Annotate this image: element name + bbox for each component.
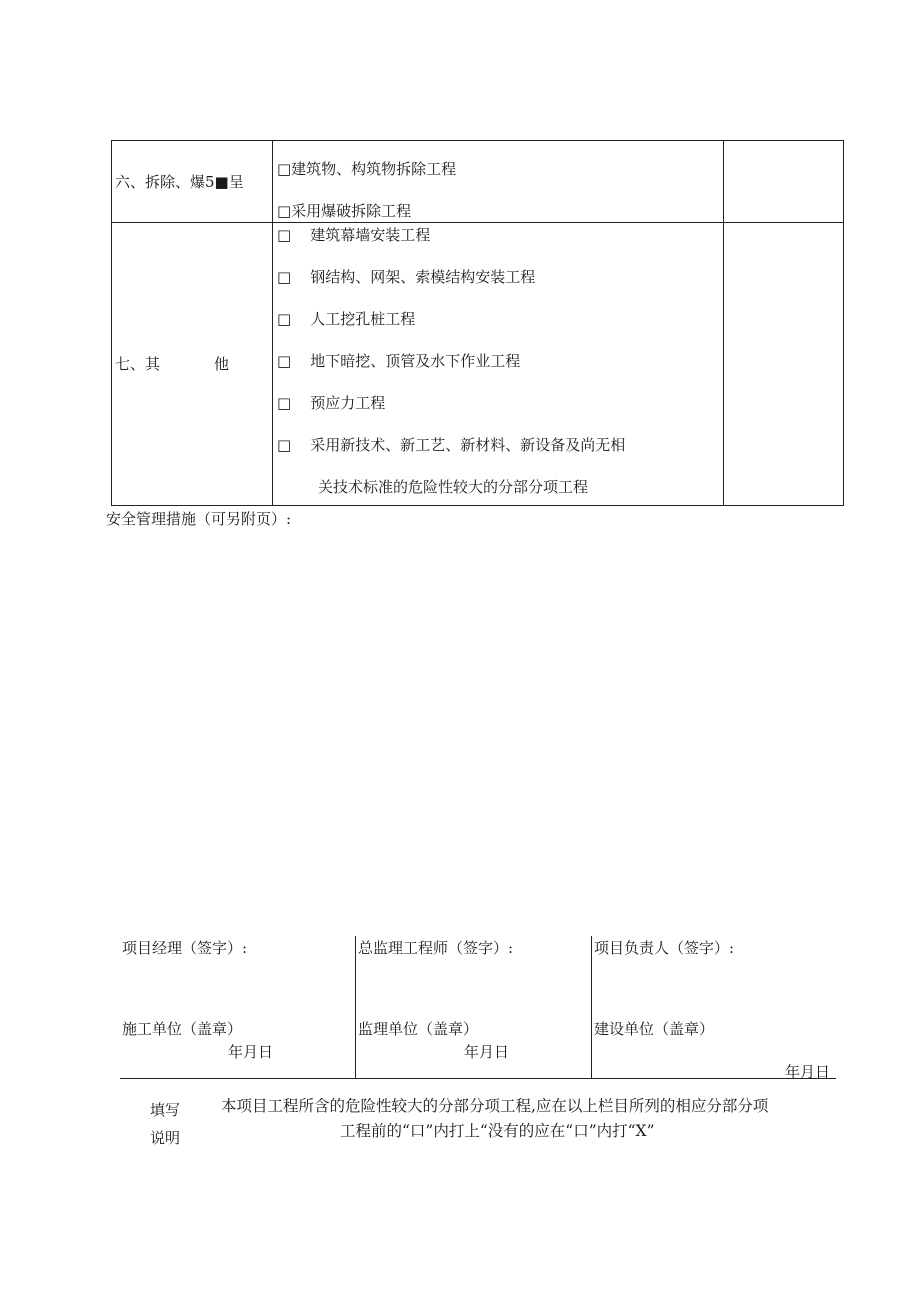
- row7-item-curtain-wall[interactable]: [277, 226, 430, 244]
- item-text: 采用新技术、新工艺、新材料、新设备及尚无相: [310, 436, 626, 454]
- project-leader-sign[interactable]: 项目负责人（签字）:: [594, 939, 735, 957]
- signature-divider-1: [355, 936, 356, 1079]
- row7-item-steel-structure[interactable]: [277, 268, 535, 286]
- notes-label-line1: 填写: [150, 1101, 181, 1119]
- item-text: 钢结构、网架、索模结构安装工程: [310, 268, 536, 286]
- safety-measures-label: 安全管理措施（可另附页）:: [106, 510, 292, 528]
- row7-item-continuation: 关技术标准的危险性较大的分部分项工程: [318, 478, 589, 496]
- table-col-divider-2: [723, 140, 724, 506]
- table-left-border: [111, 140, 112, 506]
- chief-supervisor-sign[interactable]: 总监理工程师（签字）:: [358, 939, 514, 957]
- item-text: 地下暗挖、顶管及水下作业工程: [310, 352, 521, 370]
- supervision-unit-date[interactable]: 年月日: [464, 1043, 510, 1061]
- construction-unit-date[interactable]: 年月日: [228, 1043, 274, 1061]
- signature-divider-2: [591, 936, 592, 1079]
- row7-label-b: 他: [214, 355, 230, 373]
- supervision-unit-seal[interactable]: 监理单位（盖章）: [358, 1020, 479, 1038]
- notes-text-line2: 工程前的“口”内打上“没有的应在“口”内打“X”: [340, 1122, 655, 1140]
- checkbox[interactable]: □: [277, 394, 292, 412]
- row6-item-demolition[interactable]: □建筑物、构筑物拆除工程: [277, 160, 457, 178]
- row7-item-manual-pile[interactable]: [277, 310, 415, 328]
- row7-item-prestress[interactable]: [277, 394, 385, 412]
- checkbox[interactable]: □: [277, 436, 292, 454]
- checkbox[interactable]: □: [277, 268, 292, 286]
- item-text: 预应力工程: [310, 394, 386, 412]
- construction-unit-seal[interactable]: 施工单位（盖章）: [122, 1020, 243, 1038]
- table-bottom-border: [111, 505, 844, 506]
- row6-item-blasting[interactable]: □采用爆破拆除工程: [277, 202, 412, 220]
- project-manager-sign[interactable]: 项目经理（签字）:: [122, 939, 248, 957]
- table-top-border: [111, 140, 844, 141]
- checkbox[interactable]: □: [277, 226, 292, 244]
- checkbox[interactable]: □: [277, 310, 292, 328]
- notes-label-line2: 说明: [150, 1129, 181, 1147]
- checkbox[interactable]: □: [277, 352, 292, 370]
- owner-unit-date[interactable]: 年月日: [785, 1063, 831, 1081]
- row7-item-new-technology[interactable]: [277, 436, 625, 454]
- signature-bottom-line: [120, 1078, 836, 1079]
- table-right-border: [843, 140, 844, 506]
- owner-unit-seal[interactable]: 建设单位（盖章）: [594, 1020, 715, 1038]
- item-text: 人工挖孔桩工程: [310, 310, 416, 328]
- table-col-divider-1: [272, 140, 273, 506]
- table-row-divider: [111, 222, 844, 223]
- item-text: 建筑幕墙安装工程: [310, 226, 431, 244]
- row7-item-underground[interactable]: [277, 352, 520, 370]
- notes-text-line1: 本项目工程所含的危险性较大的分部分项工程,应在以上栏目所列的相应分部分项: [221, 1097, 769, 1115]
- row7-label-a: 七、其: [115, 355, 161, 373]
- row6-label: 六、拆除、爆5■呈: [115, 173, 244, 191]
